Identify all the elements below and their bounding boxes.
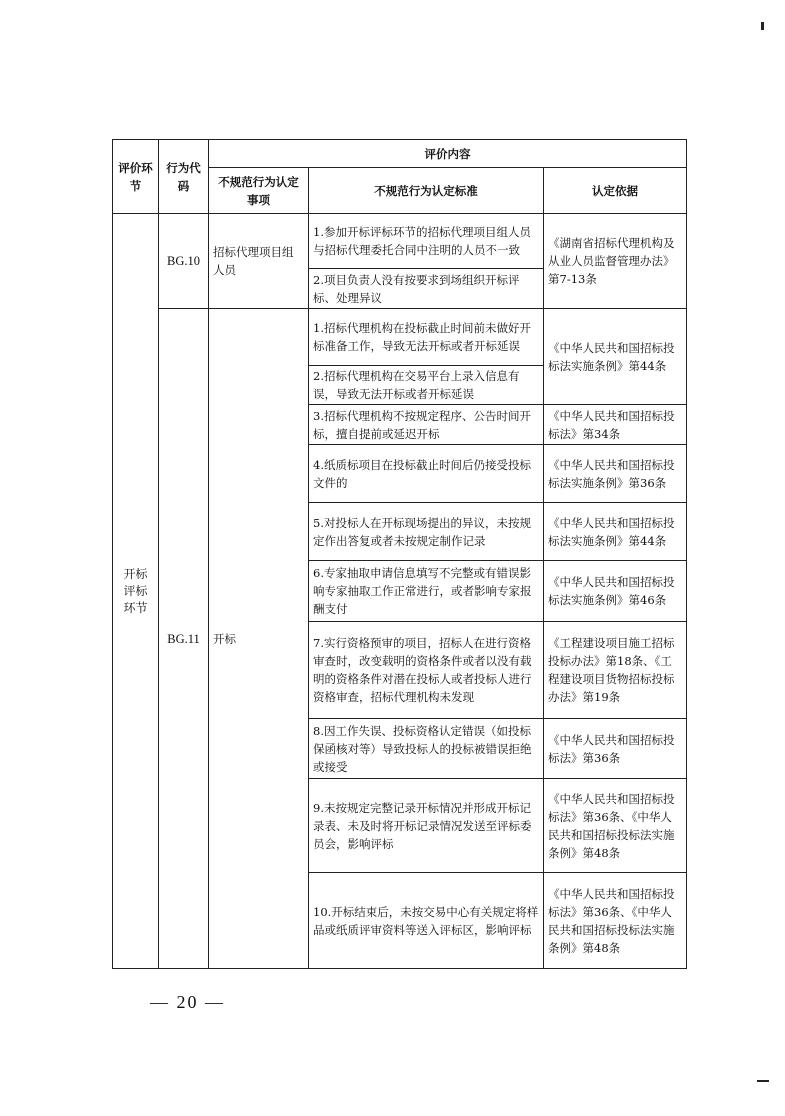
standard-cell: 10.开标结束后，未按交易中心有关规定将样品或纸质评审资料等送入评标区，影响评标 bbox=[309, 873, 544, 969]
header-basis: 认定依据 bbox=[544, 168, 687, 214]
basis-cell: 《中华人民共和国招标投标法》第36条、《中华人民共和国招标投标法实施条例》第48条 bbox=[544, 873, 687, 969]
stage-name: 开标评标环节 bbox=[123, 566, 148, 615]
standard-cell: 2.招标代理机构在交易平台上录入信息有误，导致无法开标或者开标延误 bbox=[309, 366, 544, 405]
standard-cell: 6.专家抽取申请信息填写不完整或有错误影响专家抽取工作正常进行，或者影响专家报酬支付 bbox=[309, 561, 544, 622]
corner-mark-bottom bbox=[757, 1080, 769, 1082]
standard-cell: 4.纸质标项目在投标截止时间后仍接受投标文件的 bbox=[309, 445, 544, 503]
table-row bbox=[113, 309, 687, 366]
header-standard: 不规范行为认定标准 bbox=[309, 168, 544, 214]
basis-cell: 《中华人民共和国招标投标法实施条例》第44条 bbox=[544, 503, 687, 561]
header-code: 行为代码 bbox=[159, 140, 209, 214]
code-cell: BG.11 bbox=[159, 309, 209, 969]
basis-cell: 《中华人民共和国招标投标法》第36条、《中华人民共和国招标投标法实施条例》第48条 bbox=[544, 779, 687, 873]
basis-cell: 《中华人民共和国招标投标法实施条例》第46条 bbox=[544, 561, 687, 622]
evaluation-table bbox=[112, 139, 687, 969]
page-number: — 20 — bbox=[150, 992, 225, 1012]
basis-cell: 《中华人民共和国招标投标法实施条例》第36条 bbox=[544, 445, 687, 503]
basis-cell: 《工程建设项目施工招标投标办法》第18条、《工程建设项目货物招标投标办法》第19条 bbox=[544, 622, 687, 719]
item-cell: 招标代理项目组人员 bbox=[209, 214, 309, 309]
basis-cell: 《中华人民共和国招标投标法》第34条 bbox=[544, 405, 687, 445]
basis-cell: 《中华人民共和国招标投标法》第36条 bbox=[544, 719, 687, 779]
header-item: 不规范行为认定事项 bbox=[209, 168, 309, 214]
standard-cell: 3.招标代理机构不按规定程序、公告时间开标，擅自提前或延迟开标 bbox=[309, 405, 544, 445]
code-cell: BG.10 bbox=[159, 214, 209, 309]
table-row bbox=[113, 214, 687, 269]
standard-cell: 5.对投标人在开标现场提出的异议，未按规定作出答复或者未按规定制作记录 bbox=[309, 503, 544, 561]
corner-mark-top bbox=[761, 22, 764, 30]
item-cell: 开标 bbox=[209, 309, 309, 969]
header-stage: 评价环节 bbox=[113, 140, 159, 214]
stage-cell bbox=[113, 214, 159, 969]
standard-cell: 2.项目负责人没有按要求到场组织开标评标、处理异议 bbox=[309, 269, 544, 309]
standard-cell: 9.未按规定完整记录开标情况并形成开标记录表、未及时将开标记录情况发送至评标委员会，影响评标 bbox=[309, 779, 544, 873]
basis-cell: 《湖南省招标代理机构及从业人员监督管理办法》第7-13条 bbox=[544, 214, 687, 309]
standard-cell: 1.招标代理机构在投标截止时间前未做好开标准备工作，导致无法开标或者开标延误 bbox=[309, 309, 544, 366]
standard-cell: 1.参加开标评标环节的招标代理项目组人员与招标代理委托合同中注明的人员不一致 bbox=[309, 214, 544, 269]
standard-cell: 8.因工作失误、投标资格认定错误（如投标保函核对等）导致投标人的投标被错误拒绝或接受 bbox=[309, 719, 544, 779]
header-content: 评价内容 bbox=[209, 140, 687, 168]
basis-cell: 《中华人民共和国招标投标法实施条例》第44条 bbox=[544, 309, 687, 405]
standard-cell: 7.实行资格预审的项目，招标人在进行资格审查时，改变载明的资格条件或者以没有载明的资格条件对潜在投标人或者投标人进行资格审查，招标代理机构未发现 bbox=[309, 622, 544, 719]
